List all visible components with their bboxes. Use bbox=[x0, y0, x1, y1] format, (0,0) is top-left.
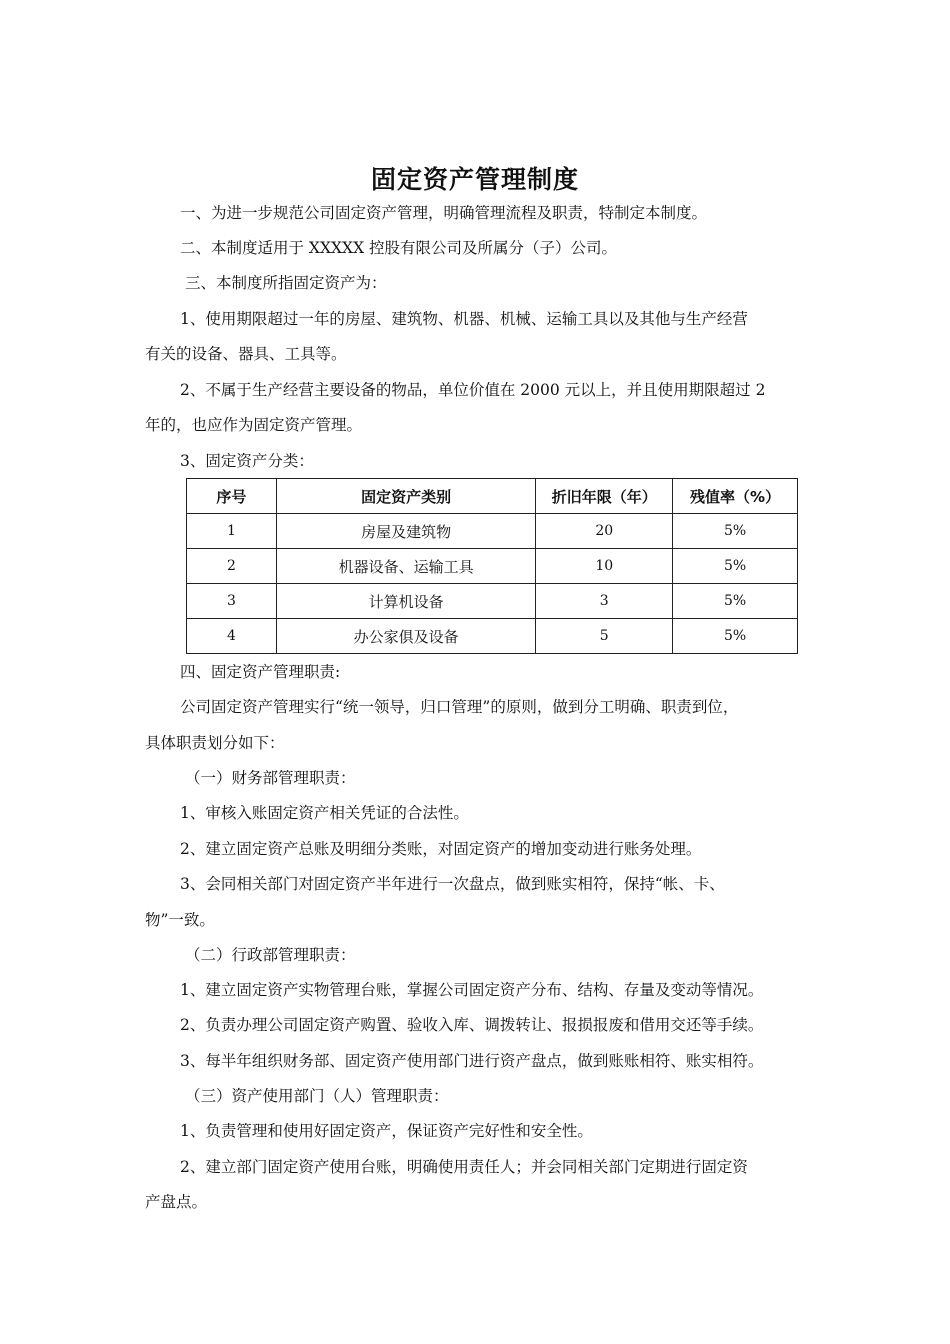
paragraph-definition-2-line1: 2、不属于生产经营主要设备的物品，单位价值在 2000 元以上，并且使用期限超过 2 bbox=[180, 381, 766, 399]
paragraph-definition-heading: 三、本制度所指固定资产为： bbox=[185, 274, 387, 292]
cell-rate: 5% bbox=[673, 619, 798, 654]
cell-rate: 5% bbox=[673, 514, 798, 549]
asset-classification-table bbox=[186, 478, 798, 654]
paragraph-purpose: 一、为进一步规范公司固定资产管理，明确管理流程及职责，特制定本制度。 bbox=[180, 204, 708, 222]
paragraph-definition-1-line1: 1、使用期限超过一年的房屋、建筑物、机器、机械、运输工具以及其他与生产经营 bbox=[180, 310, 748, 328]
finance-duty-3-line1: 3、会同相关部门对固定资产半年进行一次盘点，做到账实相符，保持“帐、卡、 bbox=[180, 875, 725, 893]
table-row bbox=[187, 549, 798, 584]
section-finance-heading: （一）财务部管理职责： bbox=[185, 769, 356, 787]
table-row bbox=[187, 584, 798, 619]
cell-category: 房屋及建筑物 bbox=[276, 514, 536, 549]
finance-duty-2: 2、建立固定资产总账及明细分类账，对固定资产的增加变动进行账务处理。 bbox=[180, 840, 702, 858]
table-row bbox=[187, 619, 798, 654]
paragraph-classification-heading: 3、固定资产分类： bbox=[180, 452, 314, 470]
user-dept-duty-2-line2: 产盘点。 bbox=[145, 1193, 208, 1211]
cell-category: 计算机设备 bbox=[276, 584, 536, 619]
cell-years: 5 bbox=[536, 619, 673, 654]
admin-duty-3: 3、每半年组织财务部、固定资产使用部门进行资产盘点，做到账账相符、账实相符。 bbox=[180, 1052, 764, 1070]
user-dept-duty-2-line1: 2、建立部门固定资产使用台账，明确使用责任人；并会同相关部门定期进行固定资 bbox=[180, 1158, 748, 1176]
cell-category: 办公家俱及设备 bbox=[276, 619, 536, 654]
cell-years: 20 bbox=[536, 514, 673, 549]
cell-rate: 5% bbox=[673, 584, 798, 619]
section-user-dept-heading: （三）资产使用部门（人）管理职责： bbox=[185, 1087, 449, 1105]
user-dept-duty-1: 1、负责管理和使用好固定资产，保证资产完好性和安全性。 bbox=[180, 1122, 593, 1140]
finance-duty-3-line2: 物”一致。 bbox=[145, 911, 215, 929]
header-category: 固定资产类别 bbox=[276, 479, 536, 514]
cell-index: 1 bbox=[187, 514, 277, 549]
paragraph-responsibilities-heading: 四、固定资产管理职责: bbox=[180, 663, 341, 681]
paragraph-definition-1-line2: 有关的设备、器具、工具等。 bbox=[145, 345, 347, 363]
paragraph-principle-line2: 具体职责划分如下： bbox=[145, 734, 285, 752]
document-title: 固定资产管理制度 bbox=[370, 165, 579, 194]
header-index: 序号 bbox=[187, 479, 277, 514]
cell-years: 3 bbox=[536, 584, 673, 619]
paragraph-scope: 二、本制度适用于 XXXXX 控股有限公司及所属分（子）公司。 bbox=[180, 239, 618, 257]
cell-index: 4 bbox=[187, 619, 277, 654]
paragraph-definition-2-line2: 年的，也应作为固定资产管理。 bbox=[145, 416, 363, 434]
cell-index: 3 bbox=[187, 584, 277, 619]
header-residual-rate: 残值率（%） bbox=[673, 479, 798, 514]
cell-category: 机器设备、运输工具 bbox=[276, 549, 536, 584]
section-admin-heading: （二）行政部管理职责： bbox=[185, 946, 356, 964]
cell-index: 2 bbox=[187, 549, 277, 584]
paragraph-principle-line1: 公司固定资产管理实行“统一领导，归口管理”的原则，做到分工明确、职责到位， bbox=[180, 698, 739, 716]
cell-years: 10 bbox=[536, 549, 673, 584]
admin-duty-2: 2、负责办理公司固定资产购置、验收入库、调拨转让、报损报废和借用交还等手续。 bbox=[180, 1016, 764, 1034]
finance-duty-1: 1、审核入账固定资产相关凭证的合法性。 bbox=[180, 804, 469, 822]
table-row bbox=[187, 514, 798, 549]
cell-rate: 5% bbox=[673, 549, 798, 584]
header-depreciation-years: 折旧年限（年） bbox=[536, 479, 673, 514]
table-header-row bbox=[187, 479, 798, 514]
admin-duty-1: 1、建立固定资产实物管理台账，掌握公司固定资产分布、结构、存量及变动等情况。 bbox=[180, 981, 764, 999]
